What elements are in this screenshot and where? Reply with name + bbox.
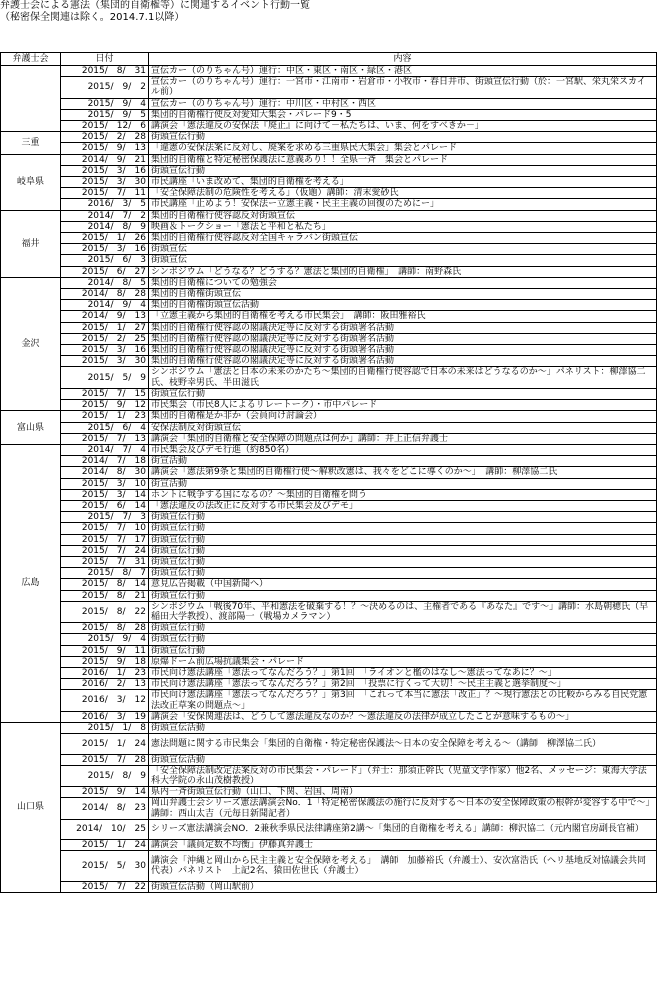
description-cell: 安保法制反対街頭宣伝	[149, 422, 657, 433]
description-cell: 市民集会（市民8人によるリレートーク）・市中パレード	[149, 400, 657, 411]
description-cell: 集団的自衛権行使容認の閣議決定等に反対する街頭署名活動	[149, 345, 657, 356]
table-row	[1, 345, 657, 356]
description-cell: 講演会「集団的自衛権と安全保障の問題点は何か」講師：井上正信弁護士	[149, 433, 657, 444]
date-cell: 2015/ 6/ 14	[61, 500, 149, 511]
date-cell: 2015/ 8/ 28	[61, 623, 149, 634]
table-row	[1, 266, 657, 277]
date-cell: 2015/ 8/ 9	[61, 765, 149, 786]
date-cell: 2015/ 1/ 24	[61, 734, 149, 754]
date-cell: 2015/ 3/ 16	[61, 345, 149, 356]
table-row	[1, 478, 657, 489]
description-cell: 憲法問題に関する市民集会「集団的自衛権・特定秘密保護法～日本の安全保障を考える～（講師 柳澤協二氏）	[149, 734, 657, 754]
date-cell: 2015/ 7/ 22	[61, 881, 149, 892]
org-cell: 富山県	[1, 411, 61, 445]
description-cell: 街宣活動	[149, 456, 657, 467]
table-row	[1, 881, 657, 892]
description-cell: 宣伝カー（のりちゃん号）運行：一宮市・江南市・岩倉市・小牧市・春日井市、街頭宣伝行動（於：一宮駅、栄丸栄スカイル前）	[149, 77, 657, 98]
org-cell: 三重	[1, 132, 61, 154]
table-row	[1, 590, 657, 601]
description-cell: 集団的自衛権行使反対愛知大集会・パレード9・5	[149, 109, 657, 120]
description-cell: 街頭宣伝行動	[149, 132, 657, 143]
description-cell: 原爆ドーム前広場抗議集会・パレード	[149, 656, 657, 667]
date-cell: 2015/ 1/ 23	[61, 411, 149, 422]
description-cell: 講演会「憲法第9条と集団的自衛権行使～解釈改憲は、我々をどこに導くのか～」 講師：柳澤協二氏	[149, 467, 657, 478]
table-row	[1, 177, 657, 188]
description-cell: 街頭宣伝行動	[149, 568, 657, 579]
document-title: 弁護士会による憲法（集団的自衛権等）に関連するイベント行動一覧	[0, 0, 310, 11]
date-cell: 2014/ 8/ 28	[61, 289, 149, 300]
table-row	[1, 388, 657, 399]
table-row	[1, 210, 657, 221]
org-cell	[1, 66, 61, 132]
description-cell: 集団的自衛権街頭宣伝	[149, 289, 657, 300]
table-row	[1, 765, 657, 786]
description-cell: 集団的自衛権是か非か（会員向け討論会）	[149, 411, 657, 422]
description-cell: 街頭宣伝行動	[149, 523, 657, 534]
org-cell: 山口県	[1, 722, 61, 892]
table-row	[1, 819, 657, 839]
table-row	[1, 433, 657, 444]
date-cell: 2015/ 5/ 9	[61, 367, 149, 388]
table-row	[1, 300, 657, 311]
table-row	[1, 165, 657, 176]
description-cell: 集団的自衛権行使容認の閣議決定等に反対する街頭署名活動	[149, 356, 657, 367]
date-cell: 2014/ 8/ 30	[61, 467, 149, 478]
description-cell: 映画＆トークショー「憲法と平和と私たち」	[149, 221, 657, 232]
table-row	[1, 277, 657, 288]
table-row	[1, 121, 657, 132]
description-cell: 市民集会及びデモ行進（約850名）	[149, 444, 657, 455]
description-cell: 「違憲の安保法案に反対し、廃案を求める三重県民大集会」集会とパレード	[149, 143, 657, 154]
description-cell: 市民向け憲法講座「憲法ってなんだろう？」第1回 「ライオンと檻のはなし～憲法ってなあに？～」	[149, 667, 657, 678]
date-cell: 2015/ 9/ 4	[61, 634, 149, 645]
description-cell: 集団的自衛権行使容認反対全国キャラバン街頭宣伝	[149, 233, 657, 244]
description-cell: 講演会「議員定数不均衡」伊藤真弁護士	[149, 840, 657, 851]
date-cell: 2015/ 6/ 27	[61, 266, 149, 277]
date-cell: 2015/ 7/ 13	[61, 433, 149, 444]
table-row	[1, 188, 657, 199]
description-cell: 講演会「憲法違反の安保法『廃止』に向けて－私たちは、いま、何をすべきか－」	[149, 121, 657, 132]
description-cell: 県内一斉街頭宣伝行動（山口、下関、岩国、周南）	[149, 787, 657, 798]
table-row	[1, 534, 657, 545]
description-cell: 街頭宣伝行動	[149, 165, 657, 176]
table-row	[1, 311, 657, 322]
date-cell: 2015/ 2/ 28	[61, 132, 149, 143]
org-cell: 福井	[1, 210, 61, 277]
org-cell: 広島	[1, 444, 61, 722]
date-cell: 2015/ 9/ 4	[61, 98, 149, 109]
description-cell: 岡山弁護士会シリーズ憲法講演会No．1「特定秘密保護法の施行に反対する～日本の安全保障政策の根幹が変容する中で～」講師：西山太吉（元毎日新聞記者）	[149, 798, 657, 819]
description-cell: 集団的自衛権と特定秘密保護法に意義あり！！全県一斉 集会とパレード	[149, 154, 657, 165]
org-cell: 金沢	[1, 277, 61, 410]
date-cell: 2014/ 7/ 18	[61, 456, 149, 467]
description-cell: 街頭宣伝活動	[149, 722, 657, 733]
table-row	[1, 734, 657, 754]
date-cell: 2014/ 7/ 4	[61, 444, 149, 455]
date-cell: 2014/ 8/ 23	[61, 798, 149, 819]
description-cell: 「立憲主義から集団的自衛権を考える市民集会」 講師：阪田雅裕氏	[149, 311, 657, 322]
date-cell: 2014/ 8/ 5	[61, 277, 149, 288]
description-cell: 市民講座「止めよう！安保法ー立憲主義・民主主義の回復のためにー」	[149, 199, 657, 210]
date-cell: 2015/ 6/ 4	[61, 422, 149, 433]
table-row	[1, 545, 657, 556]
description-cell: 「安全保障法制改定法案反対の市民集会・パレード」（弁士：那須正幹氏（児童文学作家）他2名、メッセージ：東海大学法科大学院の永山茂樹教授）	[149, 765, 657, 786]
table-row	[1, 444, 657, 455]
date-cell: 2015/ 2/ 25	[61, 333, 149, 344]
table-header-row	[1, 53, 657, 66]
description-cell: 街頭宣伝行動	[149, 634, 657, 645]
date-cell: 2015/ 9/ 13	[61, 143, 149, 154]
table-row	[1, 787, 657, 798]
description-cell: 集団的自衛権街頭宣伝活動	[149, 300, 657, 311]
date-cell: 2015/ 6/ 3	[61, 255, 149, 266]
date-cell: 2016/ 3/ 19	[61, 711, 149, 722]
date-cell: 2015/ 7/ 28	[61, 754, 149, 765]
description-cell: 街宣活動	[149, 478, 657, 489]
description-cell: 街頭宣伝行動	[149, 512, 657, 523]
description-cell: 集団的自衛権についての勉強会	[149, 277, 657, 288]
date-cell: 2014/ 10/ 25	[61, 819, 149, 839]
table-row	[1, 143, 657, 154]
date-cell: 2015/ 1/ 8	[61, 722, 149, 733]
table-row	[1, 579, 657, 590]
document-note: （秘密保全関連は除く。2014.7.1以降）	[0, 12, 185, 23]
date-cell: 2015/ 9/ 11	[61, 645, 149, 656]
date-cell: 2015/ 9/ 14	[61, 787, 149, 798]
date-cell: 2015/ 1/ 26	[61, 233, 149, 244]
date-cell: 2016/ 2/ 13	[61, 679, 149, 690]
date-cell: 2014/ 9/ 4	[61, 300, 149, 311]
date-cell: 2015/ 7/ 10	[61, 523, 149, 534]
description-cell: 「安全保障法制の危険性を考える」（仮題）講師：清末愛砂氏	[149, 188, 657, 199]
description-cell: 市民向け憲法講座「憲法ってなんだろう？」第2回 「投票に行くって大切！～民主主義と選挙制度～」	[149, 679, 657, 690]
table-row	[1, 154, 657, 165]
date-cell: 2015/ 7/ 15	[61, 388, 149, 399]
date-cell: 2015/ 8/ 31	[61, 66, 149, 77]
date-cell: 2015/ 7/ 11	[61, 188, 149, 199]
table-row	[1, 754, 657, 765]
description-cell: ホントに戦争する国になるの？～集団的自衛権を問う	[149, 489, 657, 500]
table-row	[1, 645, 657, 656]
date-cell: 2015/ 9/ 18	[61, 656, 149, 667]
date-cell: 2014/ 9/ 21	[61, 154, 149, 165]
table-row	[1, 840, 657, 851]
description-cell: 街頭宣伝行動	[149, 534, 657, 545]
table-row	[1, 798, 657, 819]
table-row	[1, 601, 657, 622]
description-cell: 市民向け憲法講座「憲法ってなんだろう？」第3回 「これって本当に憲法「改正」？～現行憲法との比較からみる自民党憲法改正草案の問題点～」	[149, 690, 657, 711]
date-cell: 2016/ 3/ 5	[61, 199, 149, 210]
date-cell: 2015/ 8/ 22	[61, 601, 149, 622]
description-cell: 街頭宣伝行動	[149, 388, 657, 399]
column-header-org: 弁護士会	[1, 53, 61, 66]
table-row	[1, 690, 657, 711]
table-row	[1, 233, 657, 244]
table-row	[1, 512, 657, 523]
date-cell: 2015/ 9/ 5	[61, 109, 149, 120]
table-row	[1, 333, 657, 344]
table-row	[1, 422, 657, 433]
table-row	[1, 489, 657, 500]
table-row	[1, 667, 657, 678]
description-cell: 宣伝カー（のりちゃん号）運行：中区・東区・南区・緑区・港区	[149, 66, 657, 77]
table-row	[1, 500, 657, 511]
table-row	[1, 634, 657, 645]
table-row	[1, 556, 657, 567]
date-cell: 2015/ 7/ 3	[61, 512, 149, 523]
table-row	[1, 132, 657, 143]
date-cell: 2015/ 3/ 10	[61, 478, 149, 489]
document-header	[0, 0, 658, 24]
date-cell: 2014/ 9/ 13	[61, 311, 149, 322]
description-cell: 街頭宣伝行動	[149, 590, 657, 601]
table-row	[1, 711, 657, 722]
table-row	[1, 411, 657, 422]
table-row	[1, 400, 657, 411]
table-row	[1, 851, 657, 882]
description-cell: 街頭宣伝行動	[149, 645, 657, 656]
column-header-date: 日付	[61, 53, 149, 66]
description-cell: 街頭宣伝	[149, 244, 657, 255]
table-row	[1, 289, 657, 300]
date-cell: 2015/ 5/ 30	[61, 851, 149, 882]
table-row	[1, 221, 657, 232]
description-cell: 集団的自衛権行使容認の閣議決定等に反対する街頭署名活動	[149, 333, 657, 344]
table-row	[1, 199, 657, 210]
table-row	[1, 623, 657, 634]
description-cell: 街頭宣伝行動	[149, 545, 657, 556]
date-cell: 2015/ 9/ 2	[61, 77, 149, 98]
date-cell: 2015/ 7/ 31	[61, 556, 149, 567]
table-row	[1, 66, 657, 77]
table-row	[1, 367, 657, 388]
description-cell: 講演会「沖縄と岡山から民主主義と安全保障を考える」 講師 加藤裕氏（弁護士）、安次富浩氏（ヘリ基地反対協議会共同代表）パネリスト 上記2名、猿田佐世氏（弁護士）	[149, 851, 657, 882]
table-row	[1, 679, 657, 690]
table-row	[1, 523, 657, 534]
event-table	[0, 52, 657, 893]
table-row	[1, 244, 657, 255]
date-cell: 2015/ 3/ 30	[61, 177, 149, 188]
date-cell: 2015/ 9/ 12	[61, 400, 149, 411]
org-cell: 岐阜県	[1, 154, 61, 210]
description-cell: 集団的自衛権行使容認の閣議決定等に反対する街頭署名活動	[149, 322, 657, 333]
date-cell: 2015/ 8/ 7	[61, 568, 149, 579]
description-cell: シンポジウム「憲法と日本の未来のかたち～集団的自衛権行使容認で日本の未来はどうなるのか～」パネリスト：柳澤協二氏、枝野幸男氏、半田滋氏	[149, 367, 657, 388]
date-cell: 2015/ 3/ 14	[61, 489, 149, 500]
date-cell: 2015/ 8/ 14	[61, 579, 149, 590]
description-cell: シリーズ憲法講演会NO．2兼秋季県民法律講座第2講～「集団的自衛権を考える」講師：柳沢協二（元内閣官房副長官補）	[149, 819, 657, 839]
table-row	[1, 568, 657, 579]
description-cell: シンポジウム「どうなる？どうする？憲法と集団的自衛権」 講師：南野森氏	[149, 266, 657, 277]
table-row	[1, 98, 657, 109]
date-cell: 2015/ 8/ 21	[61, 590, 149, 601]
description-cell: 「憲法違反の法改正に反対する市民集会及びデモ」	[149, 500, 657, 511]
description-cell: 街頭宣伝	[149, 255, 657, 266]
table-body	[1, 66, 657, 893]
table-row	[1, 255, 657, 266]
description-cell: 街頭宣伝活動	[149, 754, 657, 765]
date-cell: 2015/ 1/ 27	[61, 322, 149, 333]
date-cell: 2015/ 3/ 16	[61, 244, 149, 255]
date-cell: 2015/ 1/ 24	[61, 840, 149, 851]
table-row	[1, 322, 657, 333]
date-cell: 2016/ 1/ 23	[61, 667, 149, 678]
date-cell: 2014/ 7/ 2	[61, 210, 149, 221]
date-cell: 2015/ 12/ 6	[61, 121, 149, 132]
description-cell: シンポジウム「戦後70年、平和憲法を破棄する！？～決めるのは、主権者である『あなた』です～」講師：水島朝穂氏（早稲田大学教授）、渡部陽一（戦場カメラマン）	[149, 601, 657, 622]
description-cell: 宣伝カー（のりちゃん号）運行：中川区・中村区・西区	[149, 98, 657, 109]
column-header-desc: 内容	[149, 53, 657, 66]
table-row	[1, 109, 657, 120]
date-cell: 2016/ 3/ 12	[61, 690, 149, 711]
table-row	[1, 456, 657, 467]
table-row	[1, 722, 657, 733]
description-cell: 街頭宣伝行動	[149, 556, 657, 567]
description-cell: 意見広告掲載（中国新聞へ）	[149, 579, 657, 590]
table-row	[1, 656, 657, 667]
date-cell: 2014/ 8/ 9	[61, 221, 149, 232]
table-row	[1, 77, 657, 98]
date-cell: 2015/ 3/ 30	[61, 356, 149, 367]
description-cell: 街頭宣伝行動	[149, 623, 657, 634]
date-cell: 2015/ 3/ 16	[61, 165, 149, 176]
date-cell: 2015/ 7/ 24	[61, 545, 149, 556]
description-cell: 市民講座「いま改めて、集団的自衛権を考える」	[149, 177, 657, 188]
table-row	[1, 356, 657, 367]
table-row	[1, 467, 657, 478]
description-cell: 講演会「安保関連法は、どうして憲法違反なのか？～憲法違反の法律が成立したことが意味するもの～」	[149, 711, 657, 722]
date-cell: 2015/ 7/ 17	[61, 534, 149, 545]
description-cell: 集団的自衛権行使容認反対街頭宣伝	[149, 210, 657, 221]
description-cell: 街頭宣伝活動（岡山駅前）	[149, 881, 657, 892]
